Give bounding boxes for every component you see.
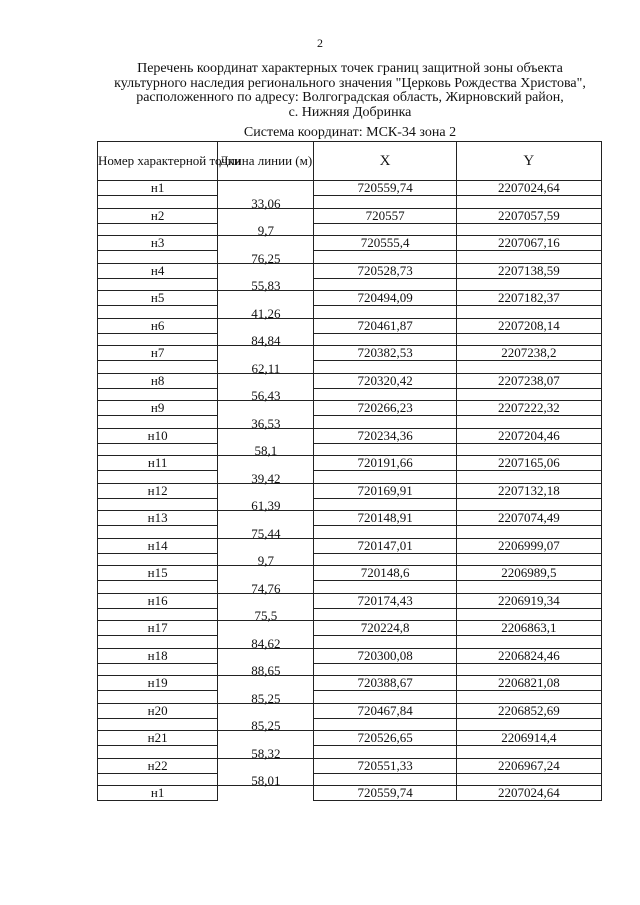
point-name-cell: н21 <box>98 731 218 746</box>
header-y: Y <box>456 142 601 181</box>
y-coordinate-cell: 2207165,06 <box>456 456 601 471</box>
segment-row <box>98 223 602 236</box>
segment-row <box>98 251 602 264</box>
table-row <box>98 181 602 196</box>
segment-empty-cell <box>98 443 218 456</box>
line-length-cell <box>218 636 314 649</box>
segment-row <box>98 636 602 649</box>
x-coordinate-cell: 720551,33 <box>314 758 456 773</box>
segment-empty-cell <box>98 746 218 759</box>
segment-empty-cell <box>98 663 218 676</box>
line-length-value: 41,26 <box>251 305 281 321</box>
segment-empty-cell <box>98 361 218 374</box>
segment-empty-cell <box>456 443 601 456</box>
x-coordinate-cell: 720300,08 <box>314 648 456 663</box>
segment-row <box>98 718 602 731</box>
segment-empty-cell <box>456 361 601 374</box>
segment-row <box>98 663 602 676</box>
segment-empty-cell <box>456 223 601 236</box>
line-length-value: 75,5 <box>254 608 278 623</box>
segment-empty-cell <box>98 581 218 594</box>
header-point-number: Номер характерной точки <box>98 142 218 181</box>
table-row <box>98 456 602 471</box>
x-coordinate-cell: 720528,73 <box>314 263 456 278</box>
x-coordinate-cell: 720169,91 <box>314 483 456 498</box>
point-name-cell: н22 <box>98 758 218 773</box>
point-name-cell: н7 <box>98 346 218 361</box>
y-coordinate-cell: 2206821,08 <box>456 676 601 691</box>
segment-empty-cell <box>98 416 218 429</box>
line-length-cell <box>218 498 314 511</box>
segment-empty-cell <box>456 306 601 319</box>
table-row <box>98 786 602 801</box>
line-length-cell <box>218 306 314 319</box>
y-coordinate-cell: 2206999,07 <box>456 538 601 553</box>
segment-empty-cell <box>456 718 601 731</box>
x-coordinate-cell: 720557 <box>314 208 456 223</box>
segment-empty-cell <box>314 361 456 374</box>
point-name-cell: н4 <box>98 263 218 278</box>
table-row <box>98 758 602 773</box>
y-coordinate-cell: 2206863,1 <box>456 621 601 636</box>
coordinates-table-body <box>98 181 602 801</box>
line-length-value: 74,76 <box>251 580 281 596</box>
segment-empty-cell <box>98 691 218 704</box>
segment-empty-cell <box>314 498 456 511</box>
line-length-cell <box>218 278 314 291</box>
line-length-value: 58,01 <box>251 773 281 788</box>
point-name-cell: н5 <box>98 291 218 306</box>
segment-empty-cell <box>98 773 218 786</box>
line-length-cell <box>218 223 314 236</box>
segment-empty-cell <box>456 333 601 346</box>
segment-row <box>98 361 602 374</box>
point-name-cell: н17 <box>98 621 218 636</box>
table-row <box>98 676 602 691</box>
point-name-cell: н18 <box>98 648 218 663</box>
point-name-cell: н1 <box>98 181 218 196</box>
line-length-cell <box>218 718 314 731</box>
y-coordinate-cell: 2207204,46 <box>456 428 601 443</box>
segment-empty-cell <box>314 526 456 539</box>
segment-empty-cell <box>456 773 601 786</box>
point-name-cell: н6 <box>98 318 218 333</box>
segment-empty-cell <box>456 471 601 484</box>
x-coordinate-cell: 720148,6 <box>314 566 456 581</box>
title-line: расположенного по адресу: Волгоградская область, Жирновский район, <box>136 90 564 105</box>
segment-empty-cell <box>98 636 218 649</box>
line-length-value: 9,7 <box>257 223 274 238</box>
line-length-cell <box>218 773 314 786</box>
segment-row <box>98 196 602 209</box>
y-coordinate-cell: 2207024,64 <box>456 181 601 196</box>
segment-empty-cell <box>314 746 456 759</box>
line-length-value: 84,84 <box>251 333 281 348</box>
segment-empty-cell <box>314 581 456 594</box>
point-name-cell: н8 <box>98 373 218 388</box>
segment-empty-cell <box>314 471 456 484</box>
title-line: культурного наследия регионального значения "Церковь Рождества Христова", <box>114 75 586 91</box>
segment-empty-cell <box>98 196 218 209</box>
y-coordinate-cell: 2207138,59 <box>456 263 601 278</box>
segment-row <box>98 388 602 401</box>
x-coordinate-cell: 720147,01 <box>314 538 456 553</box>
point-name-cell: н2 <box>98 208 218 223</box>
segment-empty-cell <box>314 251 456 264</box>
y-coordinate-cell: 2206824,46 <box>456 648 601 663</box>
segment-empty-cell <box>98 388 218 401</box>
segment-empty-cell <box>98 718 218 731</box>
point-name-cell: н14 <box>98 538 218 553</box>
y-coordinate-cell: 2207057,59 <box>456 208 601 223</box>
x-coordinate-cell: 720191,66 <box>314 456 456 471</box>
point-name-cell: н1 <box>98 786 218 801</box>
segment-row <box>98 443 602 456</box>
y-coordinate-cell: 2207067,16 <box>456 236 601 251</box>
y-coordinate-cell: 2207238,2 <box>456 346 601 361</box>
line-length-value: 84,62 <box>251 635 281 651</box>
segment-empty-cell <box>314 416 456 429</box>
segment-empty-cell <box>98 223 218 236</box>
segment-row <box>98 498 602 511</box>
x-coordinate-cell: 720555,4 <box>314 236 456 251</box>
table-row <box>98 236 602 251</box>
segment-row <box>98 526 602 539</box>
segment-empty-cell <box>456 636 601 649</box>
segment-row <box>98 306 602 319</box>
x-coordinate-cell: 720461,87 <box>314 318 456 333</box>
table-header-row <box>98 142 602 181</box>
segment-empty-cell <box>456 196 601 209</box>
coordinate-system-label: Система координат: МСК-34 зона 2 <box>243 125 457 140</box>
line-length-value: 58,32 <box>251 745 281 761</box>
header-x: X <box>314 142 456 181</box>
point-name-cell: н9 <box>98 401 218 416</box>
segment-empty-cell <box>456 251 601 264</box>
segment-empty-cell <box>456 278 601 291</box>
line-length-cell <box>218 663 314 676</box>
line-length-cell <box>218 388 314 401</box>
segment-empty-cell <box>314 333 456 346</box>
point-name-cell: н20 <box>98 703 218 718</box>
line-length-value: 76,25 <box>251 250 281 266</box>
point-name-cell: н12 <box>98 483 218 498</box>
x-coordinate-cell: 720266,23 <box>314 401 456 416</box>
page-number: 2 <box>317 36 323 50</box>
table-row <box>98 291 602 306</box>
line-length-value: 55,83 <box>251 278 281 293</box>
segment-row <box>98 773 602 786</box>
segment-empty-cell <box>314 223 456 236</box>
line-length-value: 33,06 <box>251 195 281 211</box>
point-name-cell: н3 <box>98 236 218 251</box>
table-row <box>98 593 602 608</box>
line-length-value: 58,1 <box>254 443 278 458</box>
line-length-cell <box>218 196 314 209</box>
y-coordinate-cell: 2207024,64 <box>456 786 601 801</box>
x-coordinate-cell: 720526,65 <box>314 731 456 746</box>
segment-row <box>98 581 602 594</box>
line-length-cell <box>218 581 314 594</box>
x-coordinate-cell: 720382,53 <box>314 346 456 361</box>
segment-row <box>98 691 602 704</box>
segment-empty-cell <box>314 691 456 704</box>
table-row <box>98 263 602 278</box>
line-length-cell <box>218 608 314 621</box>
line-length-value: 61,39 <box>251 498 281 513</box>
table-row <box>98 731 602 746</box>
segment-empty-cell <box>314 443 456 456</box>
y-coordinate-cell: 2207182,37 <box>456 291 601 306</box>
table-row <box>98 373 602 388</box>
table-row <box>98 428 602 443</box>
line-length-cell <box>218 333 314 346</box>
line-length-value: 85,25 <box>251 690 281 706</box>
table-row <box>98 511 602 526</box>
segment-empty-cell <box>98 471 218 484</box>
point-name-cell: н16 <box>98 593 218 608</box>
x-coordinate-cell: 720174,43 <box>314 593 456 608</box>
segment-empty-cell <box>314 196 456 209</box>
y-coordinate-cell: 2207238,07 <box>456 373 601 388</box>
segment-row <box>98 471 602 484</box>
line-length-value: 39,42 <box>251 470 281 486</box>
segment-row <box>98 608 602 621</box>
segment-empty-cell <box>314 388 456 401</box>
segment-empty-cell <box>98 498 218 511</box>
table-row <box>98 703 602 718</box>
segment-row <box>98 416 602 429</box>
line-length-cell <box>218 251 314 264</box>
table-row <box>98 401 602 416</box>
line-length-value: 36,53 <box>251 415 281 431</box>
line-length-cell <box>218 553 314 566</box>
segment-row <box>98 746 602 759</box>
table-row <box>98 346 602 361</box>
segment-empty-cell <box>314 306 456 319</box>
line-length-value: 9,7 <box>257 553 274 568</box>
table-row <box>98 566 602 581</box>
line-length-value: 85,25 <box>251 718 281 733</box>
line-length-cell <box>218 471 314 484</box>
segment-empty-cell <box>98 526 218 539</box>
y-coordinate-cell: 2207208,14 <box>456 318 601 333</box>
x-coordinate-cell: 720494,09 <box>314 291 456 306</box>
segment-empty-cell <box>314 663 456 676</box>
header-line-length: Длина линии (м) <box>218 142 314 181</box>
table-row <box>98 318 602 333</box>
segment-empty-cell <box>456 581 601 594</box>
y-coordinate-cell: 2206989,5 <box>456 566 601 581</box>
segment-empty-cell <box>456 691 601 704</box>
line-length-cell <box>218 416 314 429</box>
title-line: Перечень координат характерных точек границ защитной зоны объекта <box>137 61 563 76</box>
point-name-cell: н15 <box>98 566 218 581</box>
x-coordinate-cell: 720559,74 <box>314 181 456 196</box>
x-coordinate-cell: 720224,8 <box>314 621 456 636</box>
table-row <box>98 621 602 636</box>
x-coordinate-cell: 720234,36 <box>314 428 456 443</box>
line-length-cell <box>218 746 314 759</box>
length-cell-empty <box>218 181 314 196</box>
segment-empty-cell <box>314 553 456 566</box>
segment-empty-cell <box>314 278 456 291</box>
segment-empty-cell <box>314 718 456 731</box>
y-coordinate-cell: 2207222,32 <box>456 401 601 416</box>
point-name-cell: н11 <box>98 456 218 471</box>
segment-empty-cell <box>456 608 601 621</box>
line-length-cell <box>218 526 314 539</box>
y-coordinate-cell: 2206919,34 <box>456 593 601 608</box>
x-coordinate-cell: 720388,67 <box>314 676 456 691</box>
segment-empty-cell <box>98 608 218 621</box>
x-coordinate-cell: 720148,91 <box>314 511 456 526</box>
x-coordinate-cell: 720320,42 <box>314 373 456 388</box>
segment-empty-cell <box>98 278 218 291</box>
line-length-value: 56,43 <box>251 388 281 403</box>
segment-empty-cell <box>314 773 456 786</box>
y-coordinate-cell: 2206852,69 <box>456 703 601 718</box>
line-length-cell <box>218 691 314 704</box>
line-length-value: 75,44 <box>251 525 281 541</box>
segment-row <box>98 278 602 291</box>
table-row <box>98 483 602 498</box>
segment-empty-cell <box>314 608 456 621</box>
y-coordinate-cell: 2207132,18 <box>456 483 601 498</box>
line-length-cell <box>218 361 314 374</box>
point-name-cell: н19 <box>98 676 218 691</box>
table-row <box>98 208 602 223</box>
table-row <box>98 538 602 553</box>
segment-empty-cell <box>456 388 601 401</box>
segment-empty-cell <box>456 746 601 759</box>
coordinates-table <box>97 141 602 801</box>
x-coordinate-cell: 720467,84 <box>314 703 456 718</box>
y-coordinate-cell: 2207074,49 <box>456 511 601 526</box>
y-coordinate-cell: 2206967,24 <box>456 758 601 773</box>
segment-empty-cell <box>456 416 601 429</box>
line-length-value: 62,11 <box>251 360 281 376</box>
segment-empty-cell <box>456 663 601 676</box>
segment-empty-cell <box>456 498 601 511</box>
table-row <box>98 648 602 663</box>
segment-empty-cell <box>456 526 601 539</box>
line-length-cell <box>218 443 314 456</box>
title-line: с. Нижняя Добринка <box>288 104 412 120</box>
point-name-cell: н13 <box>98 511 218 526</box>
line-length-value: 88,65 <box>251 663 281 678</box>
segment-empty-cell <box>98 251 218 264</box>
segment-empty-cell <box>98 333 218 346</box>
segment-empty-cell <box>98 553 218 566</box>
segment-empty-cell <box>314 636 456 649</box>
document-title <box>100 62 600 120</box>
segment-row <box>98 553 602 566</box>
x-coordinate-cell: 720559,74 <box>314 786 456 801</box>
segment-row <box>98 333 602 346</box>
segment-empty-cell <box>456 553 601 566</box>
segment-empty-cell <box>98 306 218 319</box>
y-coordinate-cell: 2206914,4 <box>456 731 601 746</box>
point-name-cell: н10 <box>98 428 218 443</box>
